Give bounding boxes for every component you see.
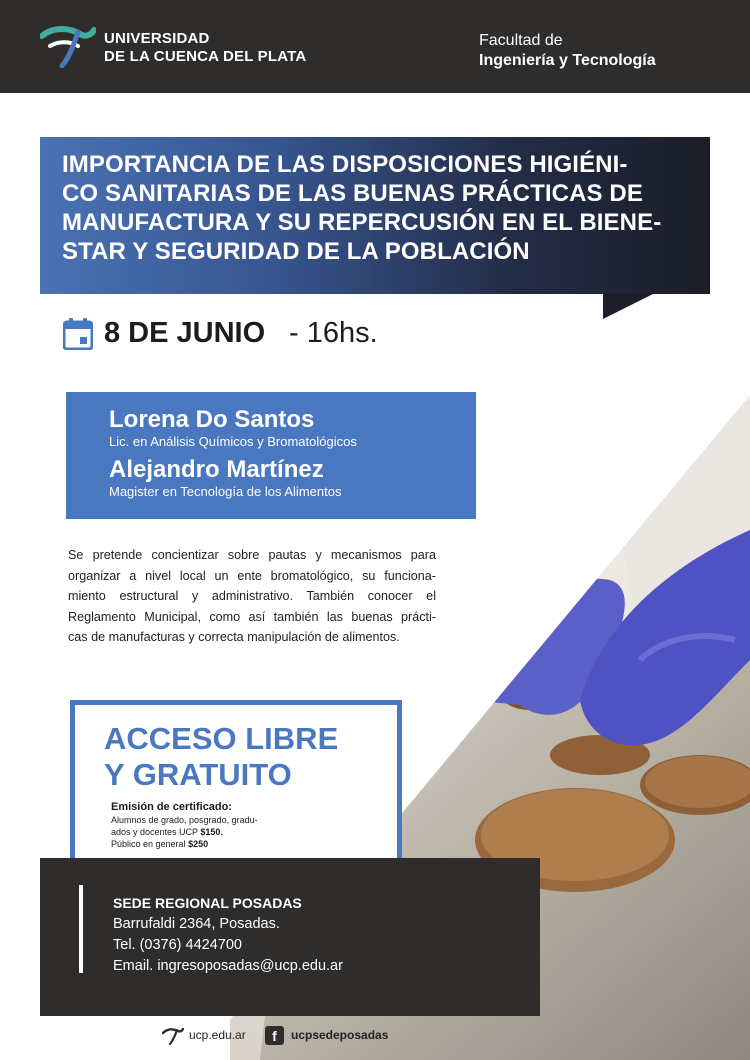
access-line2: Y GRATUITO	[104, 757, 292, 792]
header-bar	[0, 0, 750, 93]
certificate-price: $250	[188, 839, 209, 849]
speakers-box	[66, 392, 476, 519]
certificate-text: Público en general	[111, 839, 189, 849]
event-description	[68, 545, 436, 648]
certificate-details	[111, 814, 258, 850]
calendar-icon	[63, 318, 93, 350]
university-line2: DE LA CUENCA DEL PLATA	[104, 48, 307, 65]
facebook-link[interactable]: ucpsedeposadas	[291, 1028, 389, 1042]
sede-address: Barrufaldi 2364, Posadas.	[113, 916, 280, 932]
certificate-price: $150.	[200, 827, 223, 837]
certificate-line: Alumnos de grado, posgrado, gradu-	[111, 815, 258, 825]
speaker-role: Lic. en Análisis Químicos y Bromatológicos	[109, 434, 357, 449]
sede-phone: Tel. (0376) 4424700	[113, 937, 242, 953]
university-line1: UNIVERSIDAD	[104, 30, 210, 47]
description-line: organizar a nivel local un ente bromatológico, su funciona-	[68, 568, 436, 583]
access-title	[104, 721, 338, 793]
sede-divider	[79, 885, 83, 973]
sede-title: SEDE REGIONAL POSADAS	[113, 895, 302, 911]
facebook-icon: f	[265, 1026, 284, 1045]
title-line: STAR Y SEGURIDAD DE LA POBLACIÓN	[62, 238, 530, 265]
page-title	[62, 150, 692, 266]
speaker-role: Magister en Tecnología de los Alimentos	[109, 484, 342, 499]
university-name	[104, 30, 306, 66]
speaker-name: Lorena Do Santos	[109, 406, 315, 433]
certificate-label: Emisión de certificado:	[111, 801, 233, 813]
event-date: 8 DE JUNIO	[104, 317, 266, 349]
faculty-name	[479, 31, 656, 71]
title-line: MANUFACTURA Y SU REPERCUSIÓN EN EL BIENE-	[62, 209, 662, 236]
faculty-line2: Ingeniería y Tecnología	[479, 52, 656, 69]
ucp-logo-icon	[162, 1027, 184, 1045]
description-line: Reglamento Municipal, como así también las buenas prácti-	[68, 609, 436, 624]
speaker-name: Alejandro Martínez	[109, 456, 324, 483]
faculty-line1: Facultad de	[479, 32, 563, 49]
sede-email[interactable]: Email. ingresoposadas@ucp.edu.ar	[113, 958, 343, 974]
access-line1: ACCESO LIBRE	[104, 721, 339, 756]
title-line: CO SANITARIAS DE LAS BUENAS PRÁCTICAS DE	[62, 180, 643, 207]
description-line: cas de manufacturas y correcta manipulación de alimentos.	[68, 630, 400, 644]
title-line: IMPORTANCIA DE LAS DISPOSICIONES HIGIÉNI-	[62, 151, 628, 178]
description-line: Se pretende concientizar sobre pautas y mecanismos para	[68, 548, 436, 562]
certificate-text: ados y docentes UCP	[111, 827, 201, 837]
description-line: miento estructural y administrativo. También conocer el	[68, 589, 436, 603]
title-banner-tail	[603, 293, 655, 319]
website-link[interactable]: ucp.edu.ar	[189, 1028, 246, 1042]
ucp-logo-icon	[40, 24, 96, 68]
certificate-line	[111, 838, 258, 850]
certificate-line	[111, 826, 258, 838]
event-time: - 16hs.	[289, 317, 378, 349]
